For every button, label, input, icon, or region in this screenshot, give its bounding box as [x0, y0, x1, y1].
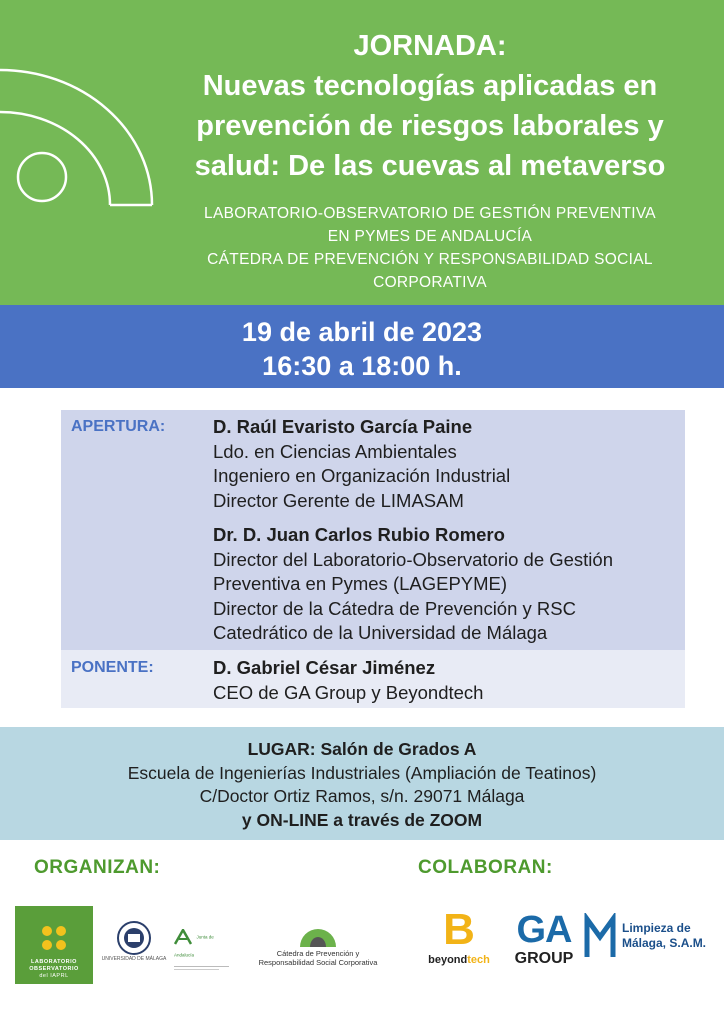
- title-line: JORNADA:: [353, 30, 507, 62]
- venue-line: [0, 738, 724, 762]
- speaker-detail: Catedrático de la Universidad de Málaga: [213, 622, 548, 643]
- speaker-detail: Director Gerente de LIMASAM: [213, 489, 464, 511]
- online-prefix: y: [241, 809, 252, 830]
- catedra-label: [244, 949, 392, 967]
- speaker-gabriel-cesar: [213, 656, 683, 705]
- arc-decoration-icon: [0, 0, 170, 305]
- subtitle-line: CÁTEDRA DE PREVENCIÓN Y RESPONSABILIDAD SOCIAL: [207, 251, 653, 268]
- event-time: 16:30 a 18:00 h.: [262, 351, 462, 381]
- event-title: [150, 26, 710, 186]
- speaker-detail: Director de la Cátedra de Prevención y RSC: [213, 597, 576, 619]
- speaker-detail: CEO de GA Group y Beyondtech: [213, 681, 484, 703]
- speaker-detail: Ingeniero en Organización Industrial: [213, 465, 511, 486]
- event-date: 19 de abril de 2023: [241, 317, 483, 347]
- ponente-label: PONENTE:: [71, 659, 154, 676]
- ga-mark: GA: [516, 909, 572, 951]
- group-word: GROUP: [514, 950, 574, 967]
- beyondtech-label: [416, 954, 502, 966]
- speaker-detail: Preventiva en Pymes (LAGEPYME): [213, 573, 508, 594]
- laboratorio-observatorio-logo: [15, 906, 93, 984]
- date-band: [0, 305, 724, 388]
- dots-icon: [39, 923, 69, 953]
- organizer-subtitle: [150, 202, 710, 294]
- lab-logo-line: OBSERVATORIO: [29, 966, 79, 972]
- speaker-name: D. Gabriel César Jiménez: [213, 657, 436, 678]
- lab-logo-line: LABORATORIO: [31, 959, 77, 965]
- lab-logo-text: [15, 959, 93, 980]
- apertura-label: APERTURA:: [71, 418, 166, 435]
- venue-address: C/Doctor Ortiz Ramos, s/n. 29071 Málaga: [199, 786, 525, 806]
- catedra-prevencion-logo: [244, 915, 392, 967]
- beyondtech-logo: [416, 905, 502, 966]
- title-line: Nuevas tecnologías aplicadas en: [202, 70, 658, 102]
- subtitle-line: CORPORATIVA: [373, 274, 487, 291]
- speaker-name: Dr. D. Juan Carlos Rubio Romero: [213, 524, 505, 545]
- organizan-heading: ORGANIZAN:: [34, 857, 161, 878]
- uma-label: UNIVERSIDAD DE MÁLAGA: [101, 956, 167, 962]
- limasam-line: Málaga, S.A.M.: [622, 936, 707, 950]
- limasam-line: Limpieza de: [622, 921, 691, 935]
- title-line: salud: De las cuevas al metaverso: [194, 150, 666, 182]
- ponente-section: [61, 650, 685, 708]
- title-line: prevención de riesgos laborales y: [196, 110, 664, 142]
- online-info: ON-LINE a través de ZOOM: [256, 809, 483, 830]
- junta-emblem-icon: [174, 929, 192, 945]
- online-line: [0, 809, 724, 833]
- venue-name: Salón de Grados A: [320, 739, 477, 759]
- school-name: Escuela de Ingenierías Industriales (Ampliación de Teatinos): [127, 762, 597, 783]
- speaker-detail: Director del Laboratorio-Observatorio de Gestión: [213, 548, 613, 570]
- subtitle-line: EN PYMES DE ANDALUCÍA: [327, 228, 533, 245]
- tech-word: tech: [467, 954, 490, 966]
- ga-group-logo: [508, 910, 580, 968]
- program-table: [61, 410, 685, 708]
- universidad-malaga-logo: [100, 920, 168, 962]
- speaker-detail: Ldo. en Ciencias Ambientales: [213, 440, 457, 462]
- colaboran-heading: COLABORAN:: [418, 857, 553, 878]
- catedra-line: Cátedra de Prevención y: [276, 949, 360, 958]
- limasam-label: [622, 921, 706, 951]
- junta-label: Junta de Andalucía: [174, 934, 214, 958]
- beyond-word: beyond: [428, 954, 468, 966]
- catedra-dome-icon: [296, 915, 340, 949]
- subtitle-line: LABORATORIO-OBSERVATORIO DE GESTIÓN PREVENTIVA: [204, 205, 656, 222]
- venue-label: LUGAR:: [247, 739, 316, 759]
- catedra-line: Responsabilidad Social Corporativa: [258, 958, 378, 967]
- speaker-raul-garcia: [213, 415, 683, 513]
- lab-logo-line: del IAPRL: [39, 973, 69, 979]
- limasam-m-icon: [584, 913, 616, 961]
- junta-andalucia-logo: [174, 928, 234, 970]
- beyond-letter-icon: B: [443, 905, 475, 954]
- speaker-juan-carlos-rubio: [213, 523, 683, 646]
- location-band: [0, 727, 724, 840]
- apertura-section: [61, 410, 685, 650]
- speaker-name: D. Raúl Evaristo García Paine: [213, 416, 473, 437]
- header-banner: [0, 0, 724, 305]
- university-seal-icon: [113, 920, 155, 956]
